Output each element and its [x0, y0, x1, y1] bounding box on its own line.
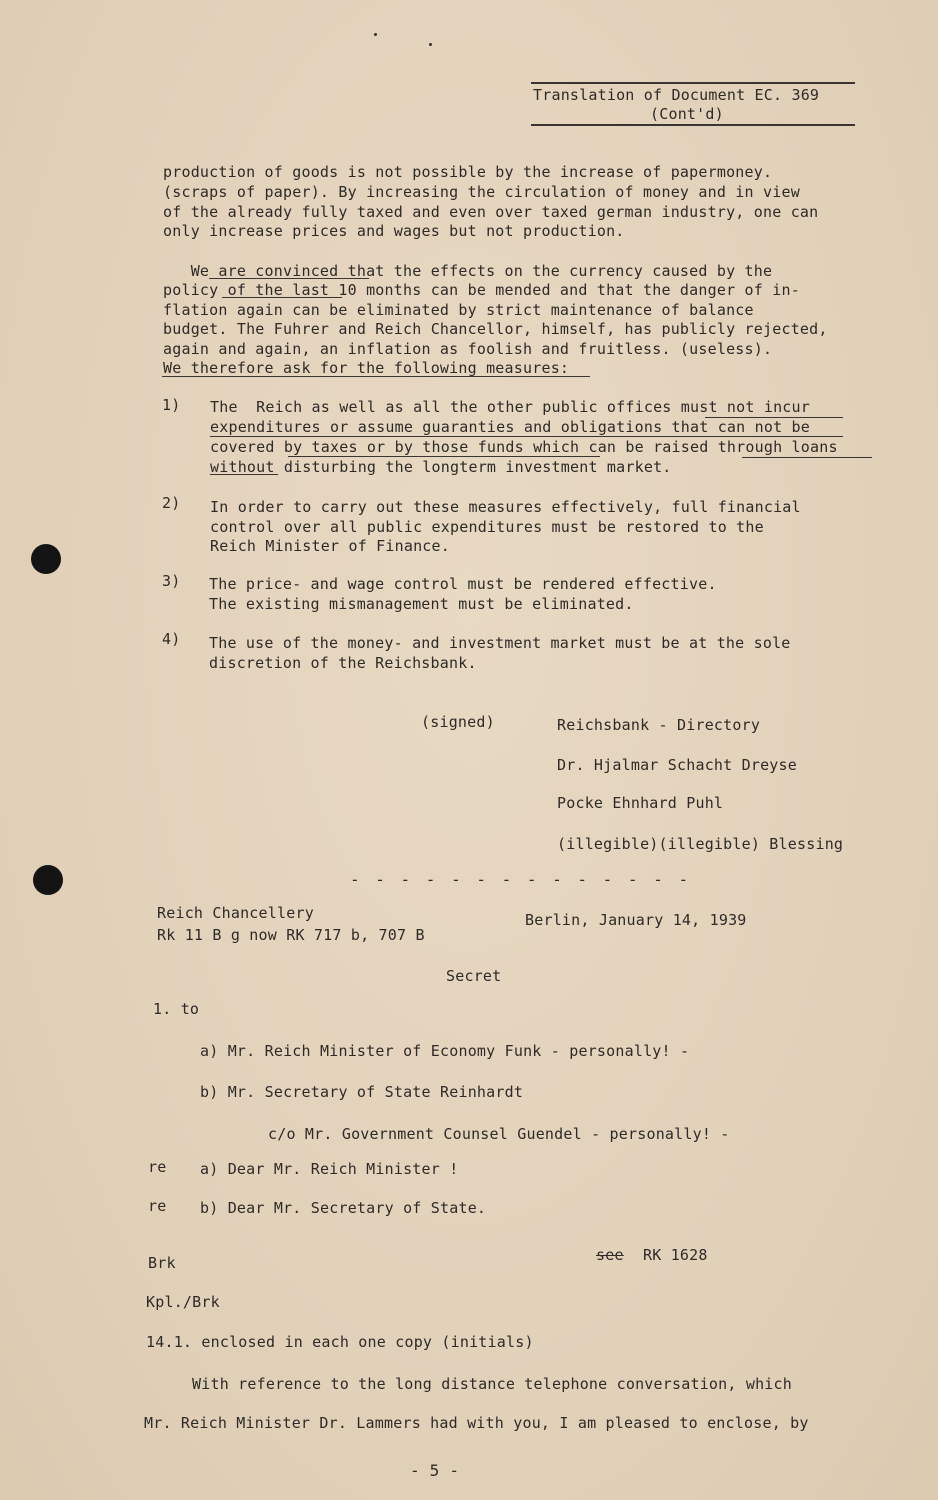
text-line: Reich Minister of Finance. [210, 537, 450, 555]
measure-number: 2) [162, 494, 181, 512]
handwritten-underline [222, 297, 342, 298]
page-number: - 5 - [410, 1461, 460, 1480]
brk-label: Brk [148, 1254, 176, 1272]
measure-number: 1) [162, 396, 181, 414]
handwritten-underline [210, 474, 278, 475]
paper-speck [374, 33, 377, 36]
text-line: With reference to the long distance telephone conversation, which [192, 1375, 792, 1393]
signatory-line: Pocke Ehnhard Puhl [557, 794, 724, 812]
recipient-b-care-of: c/o Mr. Government Counsel Guendel - personally! - [268, 1125, 730, 1143]
text-line: budget. The Fuhrer and Reich Chancellor, himself, has publicly rejected, [163, 320, 828, 338]
signatory-line: (illegible)(illegible) Blessing [557, 835, 844, 853]
header-top-rule [531, 82, 855, 84]
handwritten-underline [288, 456, 600, 457]
signatory-line: Dr. Hjalmar Schacht Dreyse [557, 756, 797, 774]
salutation-a: a) Dear Mr. Reich Minister ! [200, 1160, 459, 1178]
text-line: We therefore ask for the following measures: [163, 359, 570, 377]
text-line: In order to carry out these measures effectively, full financial [210, 498, 801, 516]
text-line: flation again can be eliminated by strict maintenance of balance [163, 301, 754, 319]
text-line: covered by taxes or by those funds which can be raised through loans [210, 438, 838, 456]
handwritten-underline [162, 376, 590, 377]
salutation-b: b) Dear Mr. Secretary of State. [200, 1199, 487, 1217]
handwritten-underline [705, 417, 843, 418]
sender-line: Reich Chancellery [157, 904, 314, 922]
recipient-a: a) Mr. Reich Minister of Economy Funk - personally! - [200, 1042, 690, 1060]
measure-number: 3) [162, 572, 181, 590]
text-line: (scraps of paper). By increasing the circulation of money and in view [163, 183, 800, 201]
text-line: The use of the money- and investment market must be at the sole [209, 634, 791, 652]
handwritten-underline [210, 436, 843, 437]
text-line: The existing mismanagement must be eliminated. [209, 595, 634, 613]
section-separator: - - - - - - - - - - - - - - [350, 870, 692, 889]
see-word: see [596, 1246, 624, 1264]
document-subtitle: (Cont'd) [650, 105, 724, 123]
punch-hole [33, 865, 63, 895]
text-line: again and again, an inflation as foolish and fruitless. (useless). [163, 340, 773, 358]
classification: Secret [446, 967, 502, 985]
to-label: 1. to [153, 1000, 200, 1018]
document-title: Translation of Document EC. 369 [533, 86, 820, 104]
text-line: Mr. Reich Minister Dr. Lammers had with you, I am pleased to enclose, by [144, 1414, 809, 1432]
handwritten-underline [742, 457, 872, 458]
see-reference: RK 1628 [643, 1246, 708, 1264]
re-label: re [148, 1197, 167, 1215]
text-line: We are convinced that the effects on the currency caused by the [163, 262, 773, 280]
text-line: of the already fully taxed and even over taxed german industry, one can [163, 203, 819, 221]
text-line: expenditures or assume guaranties and obligations that can not be [210, 418, 810, 436]
handwritten-underline [209, 278, 369, 279]
signatory-line: Reichsbank - Directory [557, 716, 761, 734]
measure-number: 4) [162, 630, 181, 648]
punch-hole [31, 544, 61, 574]
text-line: only increase prices and wages but not production. [163, 222, 625, 240]
text-line: without disturbing the longterm investment market. [210, 458, 672, 476]
reference-line: Rk 11 B g now RK 717 b, 707 B [157, 926, 425, 944]
memo-date: Berlin, January 14, 1939 [525, 911, 747, 929]
header-bottom-rule [531, 124, 855, 126]
signed-label: (signed) [421, 713, 495, 731]
text-line: The price- and wage control must be rendered effective. [209, 575, 717, 593]
enclosure-note: 14.1. enclosed in each one copy (initials) [146, 1333, 534, 1351]
text-line: policy of the last 10 months can be mended and that the danger of in- [163, 281, 800, 299]
recipient-b: b) Mr. Secretary of State Reinhardt [200, 1083, 524, 1101]
paper-speck [429, 43, 432, 46]
text-line: production of goods is not possible by the increase of papermoney. [163, 163, 773, 181]
text-line: control over all public expenditures must be restored to the [210, 518, 764, 536]
text-line: The Reich as well as all the other public offices must not incur [210, 398, 810, 416]
text-line: discretion of the Reichsbank. [209, 654, 477, 672]
kpl-label: Kpl./Brk [146, 1293, 220, 1311]
re-label: re [148, 1158, 167, 1176]
